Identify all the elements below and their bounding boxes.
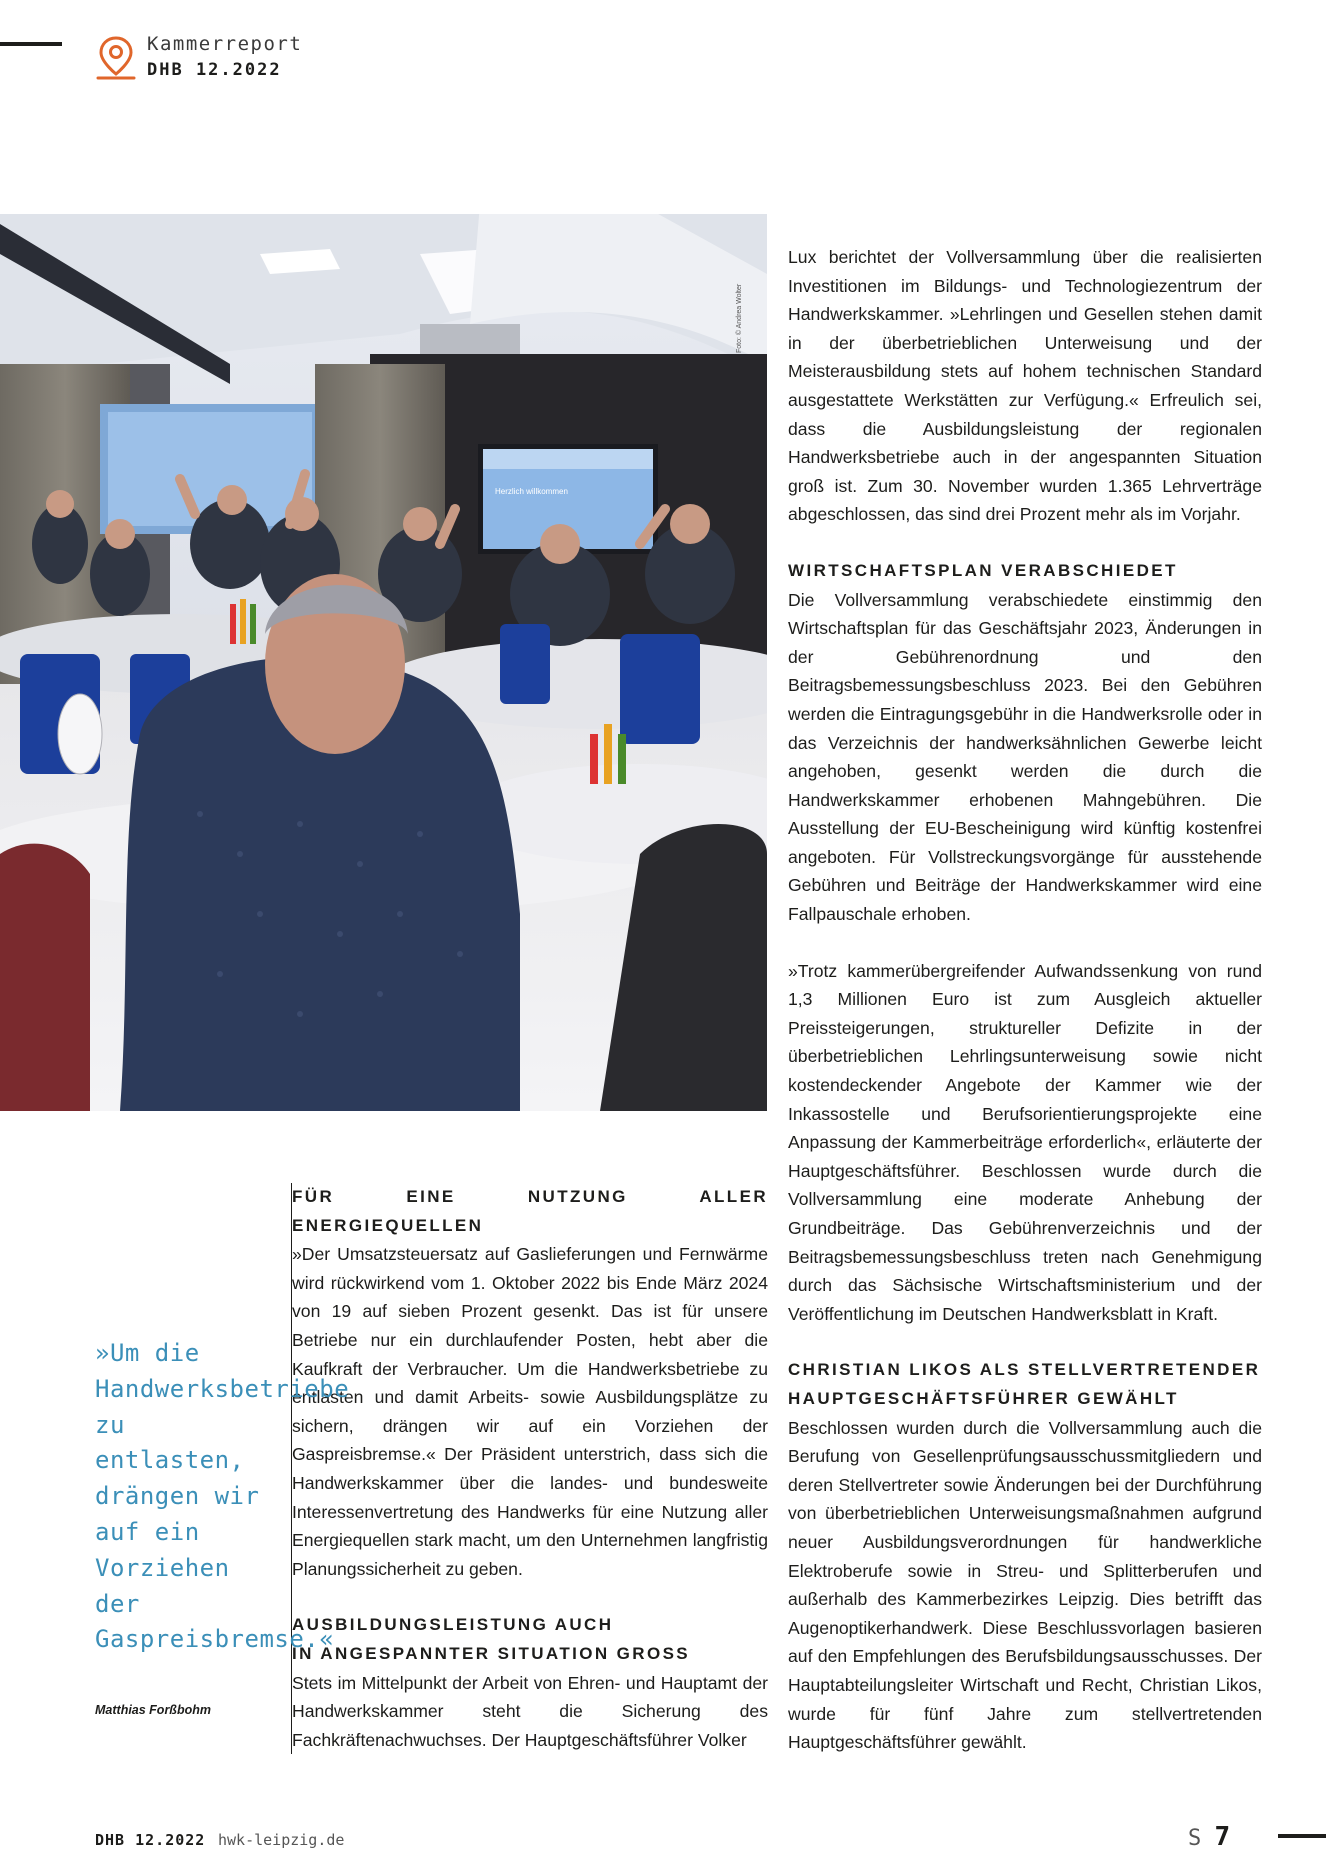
paragraph-likos: Beschlossen wurden durch die Vollversammlung auch die Berufung von Gesellenprüfungsausschussmitgliedern und deren Stellvertreter sowie Änderungen bei der Durchführung von überbetrieblichen Unterweisungsmaßnahmen aufgrund neuer Ausbildungsverordnungen für handwerkliche Elektroberufe sowie in Streu- und Splitterberufen und außerhalb des Kammerbezirkes Leipzig. Dies betrifft das Augenoptikerhandwerk. Diese Beschlussvorlagen basieren auf den Empfehlungen des Berufsbildungsausschusses. Der Hauptabteilungsleiter Wirtschaft und Recht, Christian Likos, wurde für fünf Jahre zum stellvertretenden Hauptgeschäftsführer gewählt. — [788, 1417, 1262, 1753]
footer-issue: DHB 12.2022 — [95, 1831, 206, 1849]
footer-url[interactable]: hwk-leipzig.de — [218, 1831, 345, 1849]
right-column — [788, 243, 1262, 1757]
photo-credit: Foto: © Andrea Wolter — [736, 283, 743, 353]
page-number-value: 7 — [1214, 1822, 1231, 1852]
heading-likos-line2: HAUPTGESCHÄFTSFÜHRER GEWÄHLT — [788, 1388, 1179, 1408]
middle-column — [291, 1183, 768, 1754]
paragraph-energiequellen: »Der Umsatzsteuersatz auf Gaslieferungen und Fernwärme wird rückwirkend vom 1. Oktober 2022 bis Ende März 2024 von 19 auf sieben Prozent gesenkt. Das ist für unsere Betriebe nur ein durchlaufender Posten, hebt aber die Kaufkraft der Verbraucher. Um die Handwerksbetriebe zu entlasten und damit Arbeits- sowie Ausbildungsplätze zu sichern, drängen wir auf ein Vorziehen der Gaspreisbremse.« Der Präsident unterstrich, dass sich die Handwerkskammer über die landes- und bundesweite Interessenvertretung des Handwerks für eine Nutzung aller Energiequellen stark macht, um den Unternehmen langfristig Planungssicherheit zu geben. — [292, 1244, 768, 1579]
page-number — [1188, 1822, 1230, 1852]
paragraph-intro: Lux berichtet der Vollversammlung über die realisierten Investitionen im Bildungs- und Technologiezentrum der Handwerkskammer. »Lehrlingen und Gesellen stehen damit in der überbetrieblichen Unterweisung und der Meisterausbildung stets auf hohem technischen Standard ausgestattete Werkstätten zur Verfügung.« Erfreulich sei, dass die Ausbildungsleistung der regionalen Handwerksbetriebe auch in der angespannten Situation groß ist. Zum 30. November wurden 1.365 Lehrverträge abgeschlossen, das sind drei Prozent mehr als im Vorjahr. — [788, 247, 1262, 525]
section-label: Kammerreport — [147, 33, 303, 55]
footer-rule — [1278, 1834, 1326, 1838]
heading-likos-line1: CHRISTIAN LIKOS ALS STELLVERTRETENDER — [788, 1360, 1261, 1380]
pull-quote: »Um die Handwerksbetriebe zu entlasten, drängen wir auf ein Vorziehen der Gaspreisbremse.« — [95, 1339, 350, 1654]
pull-quote-author: Matthias Forßbohm — [95, 1703, 211, 1717]
paragraph-kammerbeitraege: »Trotz kammerübergreifender Aufwandssenkung von rund 1,3 Millionen Euro ist zum Ausgleich aktueller Preissteigerungen, struktureller Defizite in der überbetrieblichen Lehrlingsunterweisung sowie nicht kostendeckender Angebote der Kammer wie der Inkassostelle und Berufsorientierungsprojekte eine Anpassung der Kammerbeiträge erforderlich«, erläuterte der Hauptgeschäftsführer. Beschlossen wurde durch die Vollversammlung eine moderate Anhebung der Grundbeiträge. Das Gebührenverzeichnis und der Beitragsbemessungsbeschluss treten nach Genehmigung durch das Sächsische Wirtschaftsministerium und der Veröffentlichung im Deutschen Handwerksblatt in Kraft. — [788, 960, 1262, 1324]
heading-energiequellen: FÜR EINE NUTZUNG ALLER ENERGIEQUELLEN — [292, 1187, 768, 1235]
paragraph-ausbildungsleistung: Stets im Mittelpunkt der Arbeit von Ehren- und Hauptamt der Handwerkskammer steht die Sicherung des Fachkräftenachwuchses. Der Hauptgeschäftsführer Volker — [292, 1672, 768, 1750]
screen-title: Herzlich willkommen — [495, 487, 568, 496]
heading-ausbildungsleistung-line1: AUSBILDUNGSLEISTUNG AUCH — [292, 1615, 614, 1635]
page-prefix: S — [1188, 1826, 1202, 1851]
header-rule — [0, 42, 62, 46]
location-pin-icon — [94, 34, 138, 82]
heading-ausbildungsleistung-line2: IN ANGESPANNTER SITUATION GROSS — [292, 1643, 691, 1663]
heading-wirtschaftsplan: WIRTSCHAFTSPLAN VERABSCHIEDET — [788, 560, 1178, 580]
issue-label: DHB 12.2022 — [147, 60, 282, 80]
paragraph-wirtschaftsplan: Die Vollversammlung verabschiedete einstimmig den Wirtschaftsplan für das Geschäftsjahr 2023, Änderungen in der Gebührenordnung und den Beitragsbemessungsbeschluss 2023. Bei den Gebühren werden die Eintragungsgebühr in die Handwerksrolle oder in das Verzeichnis der handwerksähnlichen Gewerbe leicht angehoben, gesenkt werden die durch die Handwerkskammer erhobenen Mahngebühren. Die Ausstellung der EU-Bescheinigung wird künftig kostenfrei angeboten. Für Vollstreckungsvorgänge für ausstehende Gebühren und Beiträge der Handwerkskammer wird eine Fallpauschale erhoben. — [788, 589, 1262, 925]
assembly-photo — [0, 214, 767, 1111]
